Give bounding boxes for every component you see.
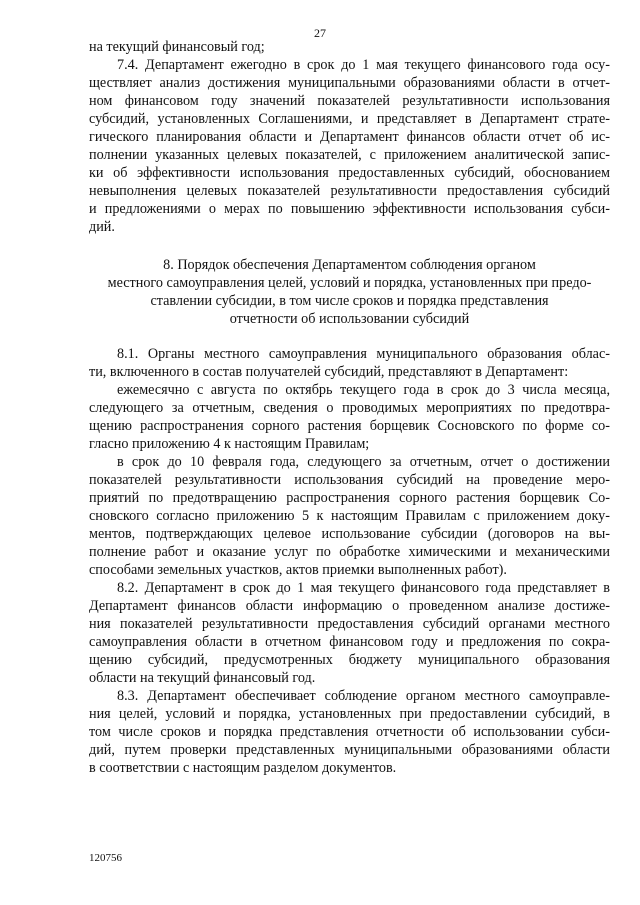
document-body — [89, 38, 610, 777]
text-line: 8.2. Департамент в срок до 1 мая текущего финансового года представляет в — [117, 580, 610, 596]
paragraph-monthly-report — [89, 381, 610, 453]
paragraph-annual-report — [89, 453, 610, 579]
text-line: в соответствии с настоящим разделом документов. — [89, 760, 397, 776]
text-line: невыполнения целевых показателей результативности предоставления субсидий — [89, 183, 610, 199]
document-code: 120756 — [89, 852, 122, 864]
text-line: ментов, подтверждающих целевое использование субсидии (договоров на вы- — [89, 526, 610, 542]
text-line: Департамент финансов области информацию о проведенном анализе достиже- — [89, 598, 610, 614]
text-line: полнении указанных целевых показателей, с приложением аналитической запис- — [89, 147, 610, 163]
text-line: показателей результативности использования субсидий на проведение меро- — [89, 472, 610, 488]
text-line: в срок до 10 февраля года, следующего за отчетным, отчет о достижении — [117, 454, 610, 470]
text-line: дий, путем проверки представленных муниципальными образованиями области — [89, 742, 610, 758]
text-line: субсидий, установленных Соглашениями, и представляет в Департамент страте- — [89, 111, 610, 127]
text-line: области на текущий финансовый год. — [89, 670, 316, 686]
text-line: 8.1. Органы местного самоуправления муниципального образования облас- — [117, 346, 610, 362]
text-line: способами земельных участков, актов приемки выполненных работ). — [89, 562, 507, 578]
text-line: щению субсидий, предусмотренных бюджету муниципального образования — [89, 652, 610, 668]
text-line: следующего за отчетным, сведения о проводимых мероприятиях по предотвра- — [89, 400, 610, 416]
text-line: приятий по предотвращению распространения сорного растения борщевик Со- — [89, 490, 610, 506]
text-line: гласно приложению 4 к настоящим Правилам; — [89, 436, 370, 452]
text-line: ния целей, условий и порядка, установленных при предоставлении субсидий, в — [89, 706, 610, 722]
intro-fragment: на текущий финансовый год; — [89, 39, 265, 55]
text-line: ежемесячно с августа по октябрь текущего года в срок до 3 числа месяца, — [117, 382, 610, 398]
section-8-title — [89, 256, 610, 328]
text-line: дий. — [89, 219, 115, 235]
section-title-line: ставлении субсидии, в том числе сроков и порядка представления — [150, 293, 549, 309]
text-line: 7.4. Департамент ежегодно в срок до 1 мая текущего финансового года осу- — [117, 57, 610, 73]
text-line: и предложениями о мерах по повышению эффективности использования субси- — [89, 201, 610, 217]
text-line: ном финансовом году значений показателей результативности использования — [89, 93, 610, 109]
text-line: гического планирования области и Департамент финансов области отчет об ис- — [89, 129, 610, 145]
paragraph-8-3 — [89, 687, 610, 777]
text-line: ки об эффективности использования предоставленных субсидий, обоснованием — [89, 165, 610, 181]
text-line: сновского согласно приложению 5 к настоящим Правилам с приложением доку- — [89, 508, 610, 524]
section-title-line: местного самоуправления целей, условий и порядка, установленных при предо- — [107, 275, 592, 291]
text-line: полнение работ и оказание услуг по обработке химическими и механическими — [89, 544, 610, 560]
paragraph-8-1 — [89, 345, 610, 381]
section-title-line: 8. Порядок обеспечения Департаментом соблюдения органом — [163, 257, 536, 273]
page-number: 27 — [314, 26, 326, 40]
text-line: ти, включенного в состав получателей субсидий, представляют в Департамент: — [89, 364, 569, 380]
paragraph-8-2 — [89, 579, 610, 687]
text-line: щению распространения сорного растения борщевик Сосновского по форме со- — [89, 418, 610, 434]
section-title-line: отчетности об использовании субсидий — [229, 311, 470, 327]
text-line: 8.3. Департамент обеспечивает соблюдение органом местного самоуправле- — [117, 688, 610, 704]
paragraph-7-4 — [89, 56, 610, 236]
text-line: том числе сроков и порядка представления отчетности об использовании субси- — [89, 724, 610, 740]
text-line: ществляет анализ достижения муниципальными образованиями области в отчет- — [89, 75, 610, 91]
text-line: ния показателей результативности предоставления субсидий органами местного — [89, 616, 610, 632]
text-line: самоуправления области в отчетном финансовом году и предложения по сокра- — [89, 634, 610, 650]
